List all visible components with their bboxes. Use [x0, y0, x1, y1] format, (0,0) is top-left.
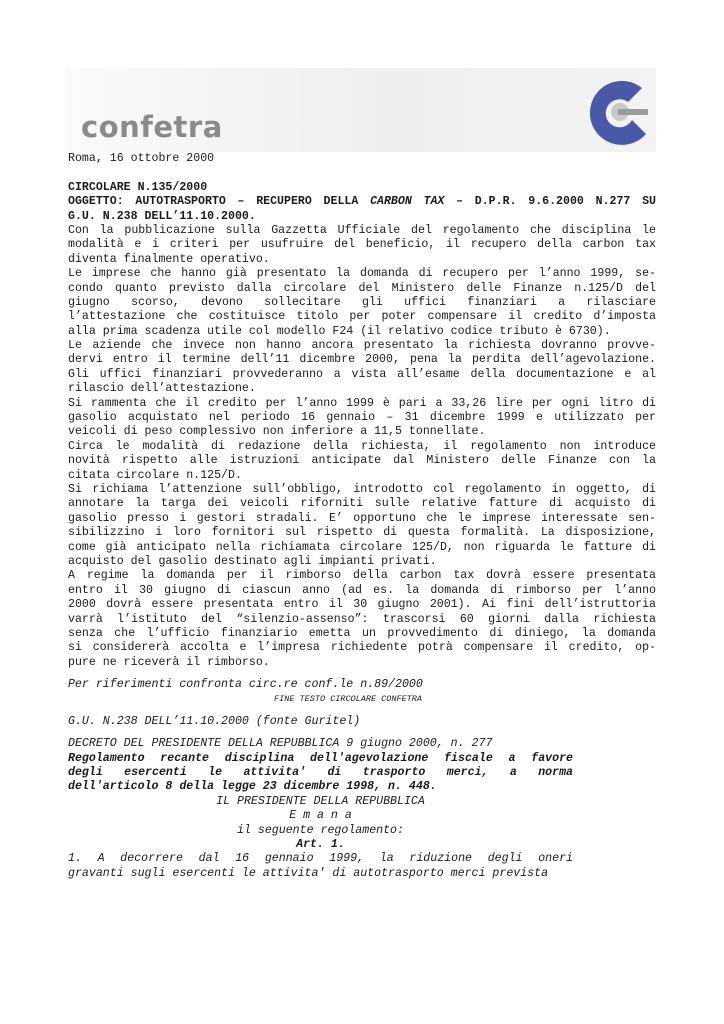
body-line: dervi entro il termine dell’11 dicembre 2000, pena la perdita dell’agevolazione. [68, 353, 656, 367]
body-line: citata circolare n.125/D. [68, 468, 242, 482]
gu-source: G.U. N.238 DELL’11.10.2000 (fonte Guritel) [68, 714, 361, 728]
decree-title: dell'articolo 8 della legge 23 dicembre 1998, n. 448. [68, 780, 437, 794]
body-line: senza che l’ufficio finanziario emetta un provvedimento di diniego, la domanda [68, 626, 656, 640]
subject-line-2: G.U. N.238 DELL’11.10.2000. [68, 209, 256, 223]
body-line: 2000 dovrà essere presentata entro il 30 giugno 2001). Ai fini dell’istruttoria [68, 598, 656, 612]
article-heading: Art. 1. [296, 837, 345, 851]
body-line: diventa finalmente operativo. [68, 252, 270, 266]
body-line: acquisto del gasolio destinato agli impianti privati. [68, 554, 437, 568]
end-marker: FINE TESTO CIRCOLARE CONFETRA [274, 694, 422, 705]
reference-line: Per riferimenti confronta circ.re conf.le n.89/2000 [68, 678, 423, 692]
article-paragraph: gravanti sugli esercenti le attivita' di autotrasporto merci prevista [68, 866, 549, 880]
decree-block [68, 737, 573, 881]
body-line: varrà l’istituto del “silenzio-assenso”: trascorsi 60 giorni dalla richiesta [68, 612, 656, 626]
body-line: modalità e i criteri per usufruire del beneficio, il recupero della carbon tax [68, 238, 656, 252]
body-line: condo quanto previsto dalla circolare del Ministero delle Finanze n.125/D del [68, 281, 656, 295]
emana-line: E m a n a [289, 809, 352, 823]
body-line: veicoli di peso complessivo non inferiore a 11,5 tonnellate. [68, 425, 486, 439]
body-line: l’attestazione che costituisce titolo per poter compensare il credito d’imposta [68, 310, 656, 324]
body-line: novità rispetto alle istruzioni anticipate dal Ministero delle Finanze con la [68, 454, 656, 468]
body-line: giugno scorso, devono sollecitare gli uffici finanziari a rilasciare [68, 295, 656, 309]
article-paragraph: 1. A decorrere dal 16 gennaio 1999, la riduzione degli oneri [68, 852, 573, 866]
body-line: si considererà accolta e l’impresa richiedente potrà compensare il credito, op- [68, 641, 656, 655]
date-line: Roma, 16 ottobre 2000 [68, 152, 215, 165]
body-line: Le aziende che invece non hanno ancora presentato la richiesta dovranno provve- [68, 339, 656, 353]
brand-wordmark: confetra [81, 110, 223, 144]
decree-title: Regolamento recante disciplina dell'agevolazione fiscale a favore [68, 751, 573, 765]
subject-line-1: OGGETTO: AUTOTRASPORTO – RECUPERO DELLA CARBON TAX – D.P.R. 9.6.2000 N.277 SU [68, 195, 656, 209]
body-line: Gli uffici finanziari provvederanno a vista all’esame della documentazione e al [68, 367, 656, 381]
document-body [68, 152, 656, 881]
body-line: sibilizzino i loro fornitori sul rispetto di questa formalità. La disposizione, [68, 526, 656, 540]
body-line: Con la pubblicazione sulla Gazzetta Ufficiale del regolamento che disciplina le [68, 223, 656, 237]
body-line: gasolio acquistato nel periodo 16 gennaio – 31 dicembre 1999 e utilizzato per [68, 411, 656, 425]
body-line: Le imprese che hanno già presentato la domanda di recupero per l’anno 1999, se- [68, 267, 656, 281]
body-line: Circa le modalità di redazione della richiesta, il regolamento non introduce [68, 439, 656, 453]
body-line: entro il 30 giugno di ciascun anno (ad es. la domanda di rimborso per l’anno [68, 583, 656, 597]
circolare-number: CIRCOLARE N.135/2000 [68, 180, 208, 194]
body-line: annotare la targa dei veicoli riforniti sulle relative fatture di acquisto di [68, 497, 656, 511]
body-line: Si rammenta che il credito per l’anno 1999 è pari a 33,26 lire per ogni litro di [68, 396, 656, 410]
body-line: Si richiama l’attenzione sull’obbligo, introdotto col regolamento in oggetto, di [68, 482, 656, 496]
body-line: come già anticipato nella richiamata circolare 125/D, non riguarda le fatture di [68, 540, 656, 554]
following-line: il seguente regolamento: [237, 823, 404, 837]
body-line: A regime la domanda per il rimborso della carbon tax dovrà essere presentata [68, 569, 656, 583]
body-line: alla prima scadenza utile col modello F24 (il relativo codice tributo è 6730). [68, 324, 611, 338]
decree-heading: DECRETO DEL PRESIDENTE DELLA REPUBBLICA 9 giugno 2000, n. 277 [68, 737, 493, 751]
body-line: gasolio presso i gestori stradali. E’ opportuno che le imprese interessate sen- [68, 511, 656, 525]
president-line: IL PRESIDENTE DELLA REPUBBLICA [216, 794, 425, 808]
body-line: rilascio dell’attestazione. [68, 382, 256, 396]
decree-title: degli esercenti le attivita' di trasporto merci, a norma [68, 766, 573, 780]
confetra-logo-icon [584, 76, 656, 148]
body-line: pure ne riceverà il rimborso. [68, 655, 270, 669]
